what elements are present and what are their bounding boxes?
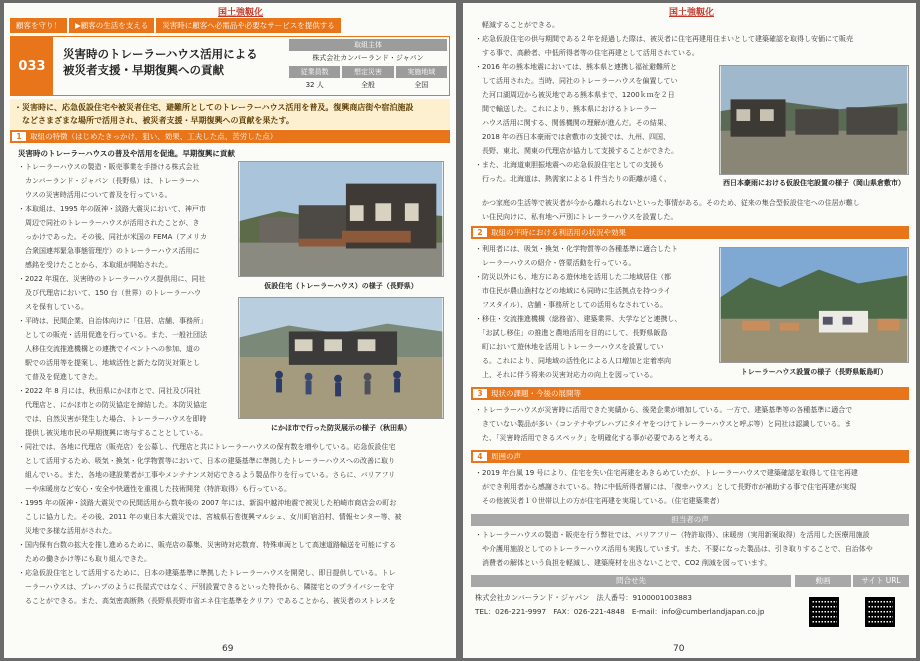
- text-line: ウスの災害時活用について普及を行っている。: [18, 191, 172, 199]
- contact-info: [475, 591, 795, 619]
- text-line: た、「災害時活用できるスペック」を明確化する事が必要であると考える。: [475, 434, 717, 442]
- section-number: 1: [12, 132, 26, 141]
- text-line: カンバーランド・ジャパン（長野県）は、トレーラーハ: [18, 177, 200, 185]
- text-line: ・平時は、民間企業、自治体向けに「住居、店舗、事務所」: [18, 317, 207, 325]
- text-line: ・移住・交流推進機構（総務省）、建築業界、大学などと連携し、: [475, 315, 682, 323]
- text-line: 提供し被災地市民の早期復興に寄与することとしている。: [18, 429, 207, 437]
- text-line: として活用するため、吸気・換気・化学物質等において、日本の建築基準に準拠したトレーラーハウスへの改善に取り: [18, 457, 396, 465]
- text-line: フスタイル）、店舗・事務所としての活用もなされている。: [475, 301, 668, 309]
- text-line: ・2016 年の熊本地震においては、熊本県と連携し福祉避難所と: [475, 63, 678, 71]
- photo-caption-2: にかほ市で行った防災展示の様子（秋田県）: [271, 424, 411, 432]
- left-page: [4, 3, 456, 658]
- section-title: 取組の特徴（はじめたきっかけ、狙い、効果、工夫した点、苦労した点）: [30, 132, 278, 141]
- section-bar-4: [471, 450, 909, 463]
- text-line: レーラーハウスの紹介・啓蒙活動を行っている。: [475, 259, 636, 267]
- photo-caption-r1: 西日本豪雨における仮設住宅設置の様子（岡山県倉敷市）: [723, 179, 905, 187]
- text-line: ・トレーラーハウスの製造・販売事業を手掛ける株式会社: [18, 163, 200, 171]
- info-value-cell: 全般: [360, 81, 375, 89]
- section-title: 周囲の声: [491, 452, 521, 461]
- section-title: 取組の平時における利活用の状況や効果: [491, 228, 626, 237]
- breadcrumb-item: 災害時に顧客へ必需品や必要なサービスを提供する: [156, 18, 341, 33]
- text-line: ・応急仮設住宅として活用するために、日本の建築基準に準拠したトレーラーハウスを開発し、即日提供している。トレ: [18, 569, 396, 577]
- trailer-houses-photo: [238, 161, 444, 277]
- text-line: 災地で多様な活用がされた。: [18, 527, 116, 535]
- section-bar-2: [471, 226, 909, 239]
- text-line: る。これにより、同地域の活性化による人口増加と定着率向: [475, 357, 671, 365]
- text-line: ための働きかけ等にも取り組んできた。: [18, 555, 151, 563]
- text-full-width: [475, 529, 911, 571]
- text-line: ・応急仮設住宅の供与期間である２年を経過した際は、被災者に住宅再建用住まいとして建築確認を取得し安価にて販売: [475, 35, 853, 43]
- text-line: ・また、北海道東胆振地震への応急仮設住宅としての支援も: [475, 161, 664, 169]
- text-line: ることができる。また、高気密高断熱（長野県長野市省エネ住宅基準をクリア）であることから、被災者のストレスを: [18, 597, 396, 605]
- title-line: 災害時のトレーラーハウス活用による: [63, 47, 258, 61]
- text-line: 上、それに伴う将来の災害対応力の向上を図っている。: [475, 371, 657, 379]
- info-head-cell: 想定災害: [342, 66, 393, 78]
- text-line: する事で、高齢者、中低所得者等の住宅再建として活用されている。: [475, 49, 699, 57]
- text-line: きていない製品が多い（コンテナやプレハブにタイヤをつけてトレーラーハウスと呼ぶ等）と同社は認識している。ま: [475, 420, 852, 428]
- case-number: 033: [11, 37, 53, 95]
- info-table: [289, 39, 447, 91]
- info-value-row: [289, 79, 447, 91]
- text-line: ・国内保有台数の拡大を推し進めるために、販売店の募集、災害時対応数育、特殊車両として高速道路輸送を可能にする: [18, 541, 396, 549]
- iijima-photo: [719, 247, 909, 363]
- photo-caption-1: 仮設住宅（トレーラーハウス）の様子（長野県）: [264, 282, 418, 290]
- text-line: ・1995 年の阪神・淡路大震災での民間活用から数年後の 2007 年には、新潟中越沖地震で被災した柏崎市商店会の町お: [18, 499, 397, 507]
- text-line: 市住民が農山漁村などの地域にも同時に生活拠点を持つライ: [475, 287, 671, 295]
- text-line: い住民向けに、私有地へ戸別にトレーラーハウスを設置した。: [475, 213, 678, 221]
- text-line: 人移住交流推進機構との連携でイベントへの参加、道の: [18, 345, 200, 353]
- section-number: 3: [473, 389, 487, 398]
- text-full-width: [475, 467, 911, 509]
- text-line: ・2019 年台風 19 号により、住宅を失い住宅再建をあきらめていたが、トレーラーハウスで建築確認を取得して住宅再建: [475, 469, 858, 477]
- text-line: 軽減することができる。: [475, 21, 559, 29]
- text-line: ・同社では、各地に代理店（販売店）を公募し、代理店と共にトレーラーハウスの保有数を増やしている。応急仮設住宅: [18, 443, 396, 451]
- text-line: 組んでいる。また、各地の建設業者が工事やメンテナンス対応できるよう製品作りを行っている。さらに、バリアフリ: [18, 471, 396, 479]
- page-number: 69: [222, 644, 234, 654]
- video-head: 動画: [795, 575, 851, 587]
- text-line: ハウス活用に関する、関係機関の理解が進んだ。その結果、: [475, 119, 671, 127]
- text-line: スを保有している。: [18, 303, 88, 311]
- text-line: 代理店と、にかほ市との防災協定を締結した。本防災協定: [18, 401, 207, 409]
- intro-text: [475, 19, 905, 61]
- text-line: 感銘を受けたことから、本取組が開始された。: [18, 261, 172, 269]
- video-qr-icon[interactable]: [809, 597, 839, 627]
- text-line: としての販売・活用促進を行っている。また、一般社団法: [18, 331, 207, 339]
- info-value-cell: 全国: [414, 81, 429, 89]
- breadcrumb-item: 顧客を守り！: [10, 18, 67, 33]
- summary-box: [10, 99, 450, 129]
- text-line: かつ家庭の生活等で被災者が今から離れられないといった事情がある。そのため、従来の集合型仮設住宅への住居が難し: [475, 199, 860, 207]
- breadcrumb: [10, 18, 341, 33]
- text-line: ・防災以外にも、地方にある遊休地を活用した二地域居住（都: [475, 273, 671, 281]
- section-bar-1: [10, 130, 450, 143]
- text-full-width: [475, 197, 907, 225]
- text-line: 周辺で同社のトレーラーハウスが活用されたことが、き: [18, 219, 200, 227]
- info-head-cell: 従業員数: [289, 66, 340, 78]
- text-line: て普及を促進してきた。: [18, 373, 102, 381]
- breadcrumb-item: ▶顧客の生活を支える: [69, 18, 154, 33]
- text-line: ・2022 年 8 月には、秋田県にかほ市とで、同社及び同社: [18, 387, 201, 395]
- site-url-head: サイト URL: [853, 575, 909, 587]
- text-line: 2018 年の西日本豪雨では倉敷市の支援では、九州、四国、: [475, 133, 671, 141]
- text-line: 長野、東北、関東の代理店が協力して支援することができた。: [475, 147, 678, 155]
- contact-line: TEL：026-221-9997 FAX：026-221-4848 E-mail：info@cumberlandjapan.co.jp: [475, 607, 765, 616]
- text-line: 「お試し移住」の推進と農地活用を目的にして、長野県飯島: [475, 329, 668, 337]
- section-number: 2: [473, 228, 487, 237]
- info-entity-head: 取組主体: [289, 39, 447, 51]
- text-column: [475, 243, 715, 383]
- contact-head: 問合せ先: [471, 575, 791, 587]
- site-qr-icon[interactable]: [865, 597, 895, 627]
- section-bar-3: [471, 387, 909, 400]
- text-line: こしに協力した。その後、2011 年の東日本大震災では、宮城県石巻復興マルシェ、女川町宿泊村、情報センター等、被: [18, 513, 402, 521]
- text-line: では、自然災害が発生した場合、トレーラーハウスを即時: [18, 415, 207, 423]
- contact-line: 株式会社カンバーランド・ジャパン 法人番号：9100001003883: [475, 593, 692, 602]
- exhibition-photo: [238, 297, 444, 419]
- text-line: 及び代理店において、150 台（世界）のトレーラーハウ: [18, 289, 202, 297]
- text-line: 町において遊休地を活用しトレーラーハウスを設置してい: [475, 343, 664, 351]
- staff-voice-bar: 担当者の声: [471, 514, 909, 526]
- text-line: 間で輸送した。これにより、熊本県におけるトレーラー: [475, 105, 657, 113]
- text-line: 合衆国連邦緊急事態管理庁）のトレーラーハウス活用に: [18, 247, 200, 255]
- text-line: や介護用施設としてのトレーラーハウス活用も実践しています。また、不要になった製品は、引き取りすることで、自治体や: [475, 545, 873, 553]
- text-line: 消費者の解体という負担を軽減し、建築廃材を出さないことで、CO2 削減を図っています。: [475, 559, 772, 567]
- text-line: して活用された。当時、同社のトレーラーハウスを偏置してい: [475, 77, 678, 85]
- photo-caption-r2: トレーラーハウス設置の様子（長野県飯島町）: [740, 368, 888, 376]
- text-full-width: [18, 441, 450, 609]
- summary-line: ・災害時に、応急仮設住宅や被災者住宅、避難所としてのトレーラーハウス活用を普及。復興商店街や宿泊施設: [14, 103, 414, 112]
- info-head-cell: 実施地域: [396, 66, 447, 78]
- text-line: 行った。北海道は、熱需家による１件当たりの距離が遠く、: [475, 175, 671, 183]
- text-line: た河口湖周辺から被災地である熊本県まで、1200ｋｍを２日: [475, 91, 675, 99]
- text-line: ・トレーラーハウスの製造・販売を行う弊社では、バリアフリー（特許取得）、床暖房（実用新案取得）を活用した医療用施設: [475, 531, 870, 539]
- info-company: 株式会社カンバーランド・ジャパン: [312, 54, 424, 62]
- summary-line: などさまざまな場所で活用され、被災者支援・早期復興への貢献を果たす。: [14, 116, 294, 125]
- subsection-title: 災害時のトレーラーハウスの普及や活用を促進。早期復興に貢献: [18, 149, 235, 158]
- text-line: ーラーハウスは、プレハブのように長屋式ではなく、戸別設置できるといった特長から、隣接宅とのプライバシーを守: [18, 583, 395, 591]
- text-line: 駅での活用等を提案し、地域活性と新たな防災対策とし: [18, 359, 200, 367]
- kurashiki-photo: [719, 65, 909, 175]
- text-column: [475, 61, 715, 187]
- page-number: 70: [673, 644, 685, 654]
- section-number: 4: [473, 452, 487, 461]
- text-line: ・本取組は、1995 年の阪神・淡路大震災において、神戸市: [18, 205, 206, 213]
- text-full-width: [475, 404, 911, 446]
- text-line: っかけであった。その後、同社が米国の FEMA（アメリカ: [18, 233, 207, 241]
- section-title: 現状の課題・今後の展開等: [491, 389, 581, 398]
- info-value-cell: 32 人: [305, 81, 324, 89]
- category-label: 国土強靱化: [669, 8, 715, 18]
- info-head-row: [289, 66, 447, 78]
- text-line: その他被災者１０世帯以上の方が住宅再建を実現している。（住宅建築業者）: [475, 497, 724, 505]
- right-page: [463, 3, 916, 658]
- text-line: ・2022 年現在、災害時のトレーラーハウス提供用に、同社: [18, 275, 206, 283]
- page-title: [63, 46, 283, 78]
- case-header: [10, 36, 450, 96]
- text-column: [18, 161, 238, 441]
- text-line: ーや床暖房など安心・安全や快適性を重視した技術開発（特許取得）も行っている。: [18, 485, 291, 493]
- text-line: ができ利用者から感謝されている。特に中低所得者層には、「復幸ハウス」として長野市が補助する事で住宅再建が実現: [475, 483, 857, 491]
- title-line: 被災者支援・早期復興への貢献: [63, 63, 224, 77]
- category-label: 国土強靱化: [218, 8, 264, 18]
- text-line: ・トレーラーハウスが災害時に活用できた実績から、後発企業が増加している。一方で、建築基準等の各種基準に適合で: [475, 406, 853, 414]
- text-line: ・利用者には、吸気・換気・化学物質等の各種基準に適合したト: [475, 245, 678, 253]
